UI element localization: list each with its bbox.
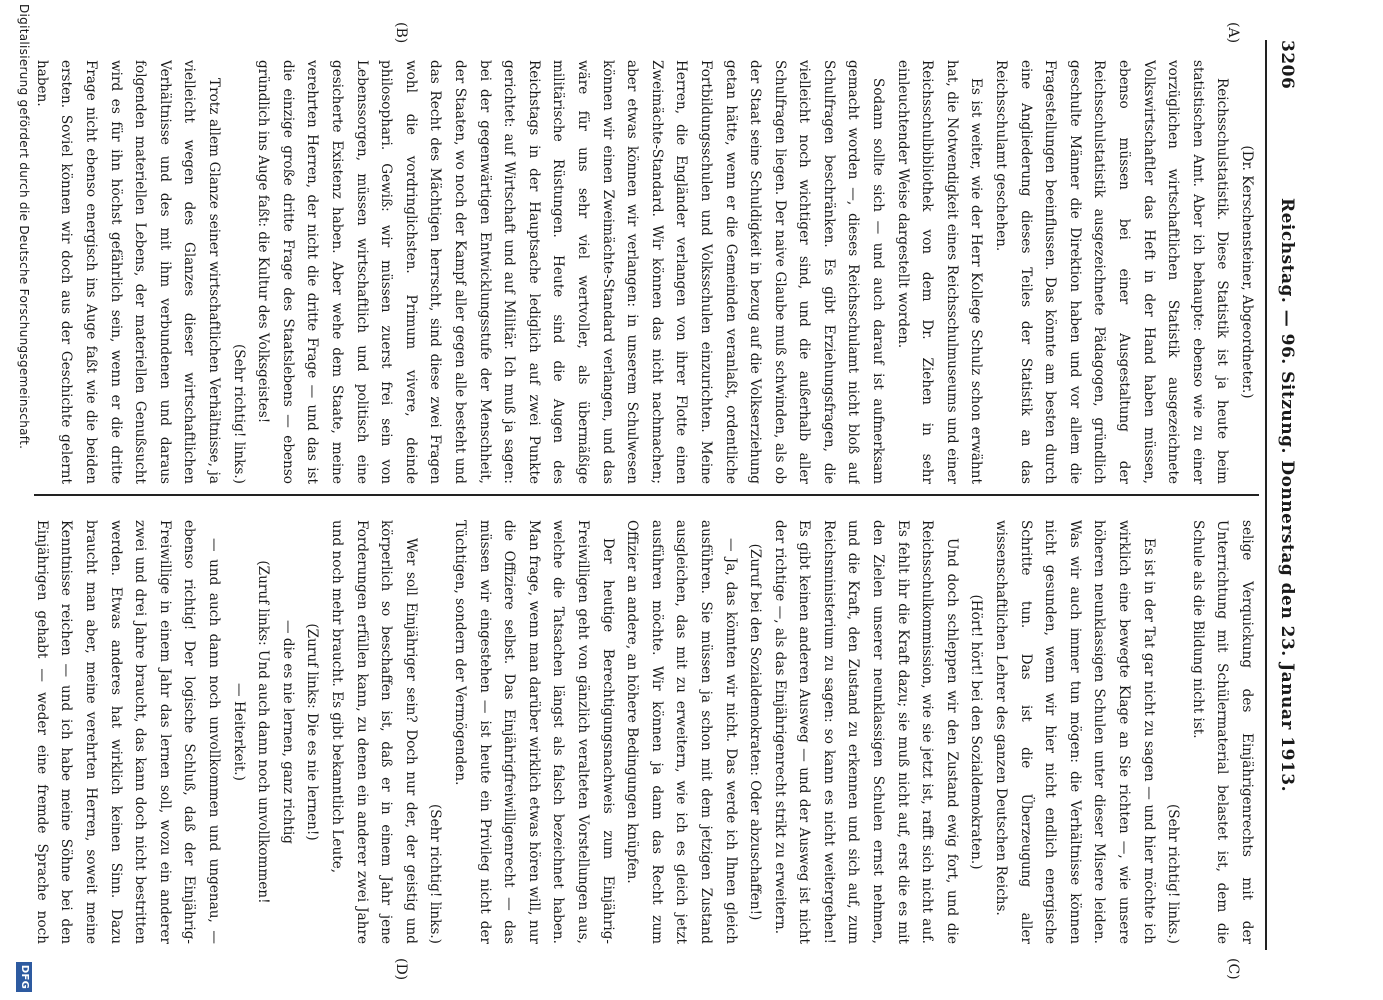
digitization-footer xyxy=(13,0,33,1000)
paragraph: — die es nie lernen, ganz richtig xyxy=(279,620,296,844)
interjection: (Zuruf links: Die es nie lernen!) xyxy=(304,623,321,841)
paragraph: Sodann sollte sich — und auch darauf ist aufmerksam gemacht worden —, dieses Reichsschulamt nicht bloß auf Schulfragen beschränken. Es gibt Erziehungsfragen, die vielleicht noch wichtiger sind, und die außerhalb aller Schulfragen liegen. Der naive Glaube muß schwinden, als ob der Staat seine Schuldigkeit in bezug auf die Volkserziehung getan hätte, wenn er die Gemeinden veranlaßt, ordentliche Fortbildungsschulen und Volksschulen einzurichten. Meine Herren, die Engländer verlangen von ihrer Flotte einen Zweimächte-Standard. Wir können das nicht nachmachen; aber etwas können wir verlangen: in unserem Schulwesen können wir einen Zweimächte-Standard verlangen, und das wäre für uns sehr viel wertvoller, als übermäßige militärische Rüstungen. Heute sind die Augen des Reichstags in der Hauptsache lediglich auf zwei Punkte gerichtet: auf Wirtschaft und auf Militär. Ich muß ja sagen: bei der gegenwärtigen Entwicklungsstufe der Menschheit, der Staaten, wo noch der Kampf aller gegen alle besteht und das Recht des Mächtigen herrscht, sind diese zwei Fragen wohl die vordringlichsten. Primum vivere, deinde philosophari. Gewiß: wir müssen zuerst frei sein von Lebenssorgen, müssen wirtschaftlich und politisch eine gesicherte Existenz haben. Aber wehe dem Staate, meine verehrten Herren, der nicht die dritte Frage — und das ist die einzige große dritte Frage des Staatslebens — ebenso gründlich ins Auge faßt: die Kultur des Volksgeistes! xyxy=(255,60,887,484)
interjection: (Sehr richtig! links.) xyxy=(427,803,444,944)
paragraph: Es ist in der Tat gar nicht zu sagen — und hier möchte ich wirklich eine bewegte Klage an Sie richten —, wie unsere höheren neunklassigen Schulen unter dieser Misere leiden. Was wir auch immer tun mögen: die Verhältnisse können nicht gesunden, wenn wir hier nicht endlich energische Schritte tun. Das ist die Überzeugung aller wissenschaftlichen Lehrer des ganzen Deutschen Reichs. xyxy=(993,520,1157,944)
running-title: Reichstag. — 96. Sitzung. Donnerstag den 23. Januar 1913. xyxy=(1277,197,1297,793)
margin-mark-b: (B) xyxy=(393,22,409,44)
paragraph: Trotz allem Glanze seiner wirtschaftlichen Verhältnisse, ja vielleicht wegen des Glanzes dieser wirtschaftlichen Verhältnisse und des mit ihm verbundenen und daraus folgenden materiellen Lebens, der materiellen Genußsucht wird es für ihn höchst gefährlich sein, wenn er die dritte Frage nicht ebenso energisch ins Auge faßt wie die beiden ersten. Soviel können wir doch aus der Geschichte gelernt haben. xyxy=(34,60,223,484)
paragraph: selige Verquickung des Einjährigenrechts mit der Unterrichtung mit Schülermaterial belastet ist, dem die Schule als die Bildung nicht ist. xyxy=(1189,520,1255,944)
interjection: (Zuruf bei den Sozialdemokraten: Oder abzuschaffen!) xyxy=(747,543,764,921)
paragraph: Wer soll Einjähriger sein? Doch nur der, der geistig und körperlich so beschaffen ist, daß er in einem Jahr jene Forderungen erfüllen kann, zu denen ein anderer zwei Jahre und noch mehr braucht. Es gibt bekanntlich Leute, xyxy=(329,520,419,944)
right-column xyxy=(34,520,1259,944)
rotated-document-page xyxy=(13,0,1329,1000)
paragraph: Es ist weiter, wie der Herr Kollege Schulz schon erwähnt hat, die Notwendigkeit eines Reichsschulmuseums und einer Reichsschulbibliothek von dem Dr. Ziehen in sehr einleuchtender Weise dargestellt worden. xyxy=(894,60,985,484)
left-column xyxy=(34,60,1259,484)
paragraph: Reichsschulstatistik. Diese Statistik ist ja heute beim statistischen Amt. Aber ich behaupte: ebenso wie zu einer vorzüglichen wirtschaftlichen Statistik ausgezeichnete Volkswirtschaftler das Heft in der Hand haben müssen, ebenso müssen bei einer Ausgestaltung der Reichsschulstatistik ausgezeichnete Pädagogen, gründlich geschulte Männer die Direktion haben und vor allem die Fragestellungen beeinflussen. Das könnte am besten durch eine Angliederung dieses Teiles der Statistik an das Reichsschulamt geschehen. xyxy=(993,60,1231,484)
paragraph: Und doch schleppen wir den Zustand ewig fort, und die Reichsschulkommission, wie sie jetzt ist, rafft sich nicht auf. Es fehlt ihr die Kraft dazu; sie muß nicht auf, erst die es mit den Zielen unserer neunklassigen Schulen ernst nehmen, und die Kraft, den Zustand zu erkennen und sich auf, zum Reichsministerium zu sagen: so kann es nicht weitergehen! Es gibt keinen anderen Ausweg — und der Ausweg ist nicht der richtige —, als das Einjährigenrecht strikt zu erweitern. xyxy=(771,520,960,944)
margin-mark-d: (D) xyxy=(393,958,409,981)
interjection: (Sehr richtig! links.) xyxy=(1165,803,1182,944)
paragraph: — Ja, das könnten wir nicht. Das werde ich Ihnen gleich ausführen. Sie müssen ja schon mit dem jetzigen Zustand ausgleichen, das mit zu erweitern, wie ich es gleich jetzt ausführen möchte. Wir können ja dann das Recht zum Offizier an andere, an höhere Bedingungen knüpfen. xyxy=(624,520,739,944)
interjection: (Zuruf links: Und auch dann noch unvollkommen! xyxy=(255,560,272,904)
paragraph: Der heutige Berechtigungsnachweis zum Einjährig-Freiwilligen geht von gänzlich veralteten Vorstellungen aus, welche die Tatsachen längst als falsch bezeichnet haben. Man frage, wenn man darüber wirklich etwas hören will, nur die Offiziere selbst. Das Einjährigfreiwilligenrecht — das müssen wir eingestehen — ist heute ein Privileg nicht der Tüchtigen, sondern der Vermögenden. xyxy=(452,520,616,944)
page-number: 3206 xyxy=(1277,40,1297,90)
paragraph: — und auch dann noch unvollkommen und ungenau, — ebenso richtig! Der logische Schluß, daß der Einjährig-Freiwillige in einem Jahr das lernen soll, wozu ein anderer zwei und drei Jahre braucht, das kann doch nicht bestritten werden. Etwas anderes hat wirklich keinen Sinn. Dazu braucht man aber, meine verehrten Herren, soweit meine Kenntnisse reichen — und ich habe meine Söhne bei den Einjährigen gehabt — weder eine fremde Sprache noch xyxy=(34,520,223,944)
margin-mark-c: (C) xyxy=(1225,958,1241,980)
interjection: (Hört! hört! bei den Sozialdemokraten.) xyxy=(968,594,985,870)
interjection: (Sehr richtig! links.) xyxy=(230,343,247,484)
page-header xyxy=(1265,40,1303,950)
speaker-line: (Dr. Kerschensteiner, Abgeordneter.) xyxy=(1239,145,1255,399)
digitization-note: Digitalisierung gefördert durch die Deutsche Forschungsgemeinschaft. xyxy=(17,4,31,450)
margin-mark-a: (A) xyxy=(1225,22,1241,44)
dfg-logo-icon: DFG xyxy=(16,962,32,992)
column-divider xyxy=(34,494,1259,496)
interjection: — Heiterkeit.) xyxy=(230,683,247,781)
